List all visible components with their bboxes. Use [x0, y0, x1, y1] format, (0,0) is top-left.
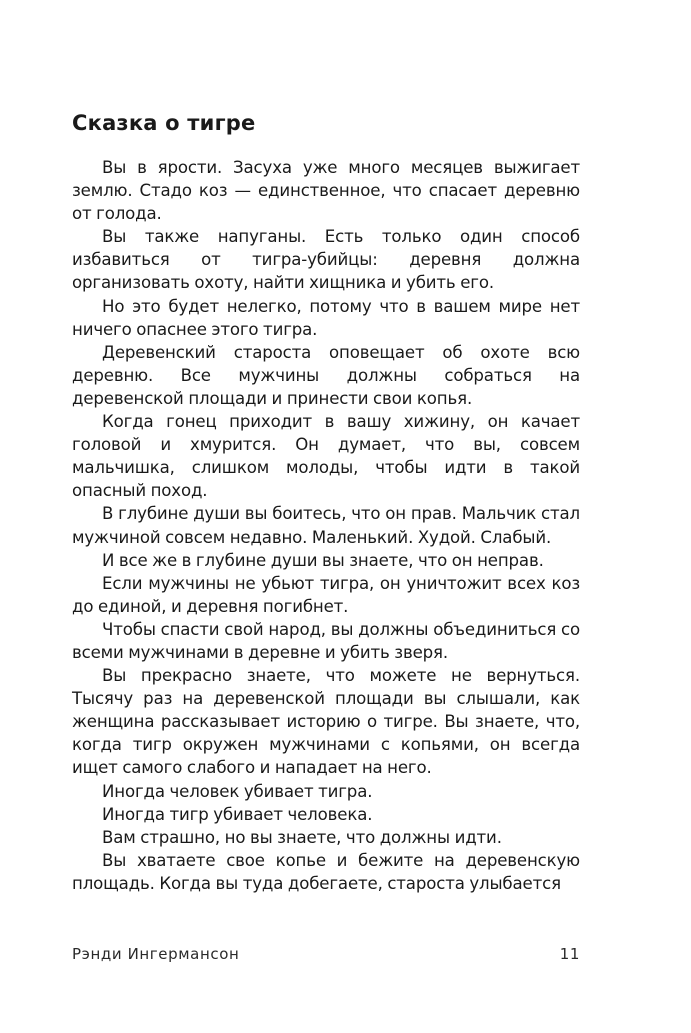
page-number: 11 [559, 945, 580, 963]
paragraph: Вы прекрасно знаете, что можете не вернуться. Тысячу раз на деревенской площади вы слышали, как женщина рассказывает историю о тигре. Вы знаете, что, когда тигр окружен мужчинами с копьями, он всегда ищет самого слабого и нападает на него. [72, 666, 580, 778]
paragraph: В глубине души вы боитесь, что он прав. Мальчик стал мужчиной совсем недавно. Маленький. Худой. Слабый. [72, 504, 580, 547]
body-text [72, 156, 580, 895]
paragraph: Вам страшно, но вы знаете, что должны идти. [102, 827, 502, 847]
paragraph: Вы в ярости. Засуха уже много месяцев выжигает землю. Стадо коз — единственное, что спасает деревню от голода. [72, 158, 580, 224]
chapter-title: Сказка о тигре [72, 111, 256, 135]
paragraph: Вы хватаете свое копье и бежите на деревенскую площадь. Когда вы туда добегаете, староста улыбается [72, 850, 580, 893]
paragraph: Если мужчины не убьют тигра, он уничтожит всех коз до единой, и деревня погибнет. [72, 573, 580, 616]
paragraph: Иногда тигр убивает человека. [102, 804, 373, 824]
paragraph: Иногда человек убивает тигра. [102, 781, 373, 801]
running-footer-author: Рэнди Ингермансон [72, 945, 240, 963]
paragraph: Когда гонец приходит в вашу хижину, он качает головой и хмурится. Он думает, что вы, совсем мальчишка, слишком молоды, чтобы идти в такой опасный поход. [72, 412, 580, 501]
paragraph: Чтобы спасти свой народ, вы должны объединиться со всеми мужчинами в деревне и убить зверя. [72, 619, 580, 662]
paragraph: И все же в глубине души вы знаете, что он неправ. [102, 550, 544, 570]
paragraph: Но это будет нелегко, потому что в вашем мире нет ничего опаснее этого тигра. [72, 296, 580, 339]
paragraph: Вы также напуганы. Есть только один способ избавиться от тигра-убийцы: деревня должна организовать охоту, найти хищника и убить его. [72, 227, 580, 293]
paragraph: Деревенский староста оповещает об охоте всю деревню. Все мужчины должны собраться на деревенской площади и принести свои копья. [72, 342, 580, 408]
